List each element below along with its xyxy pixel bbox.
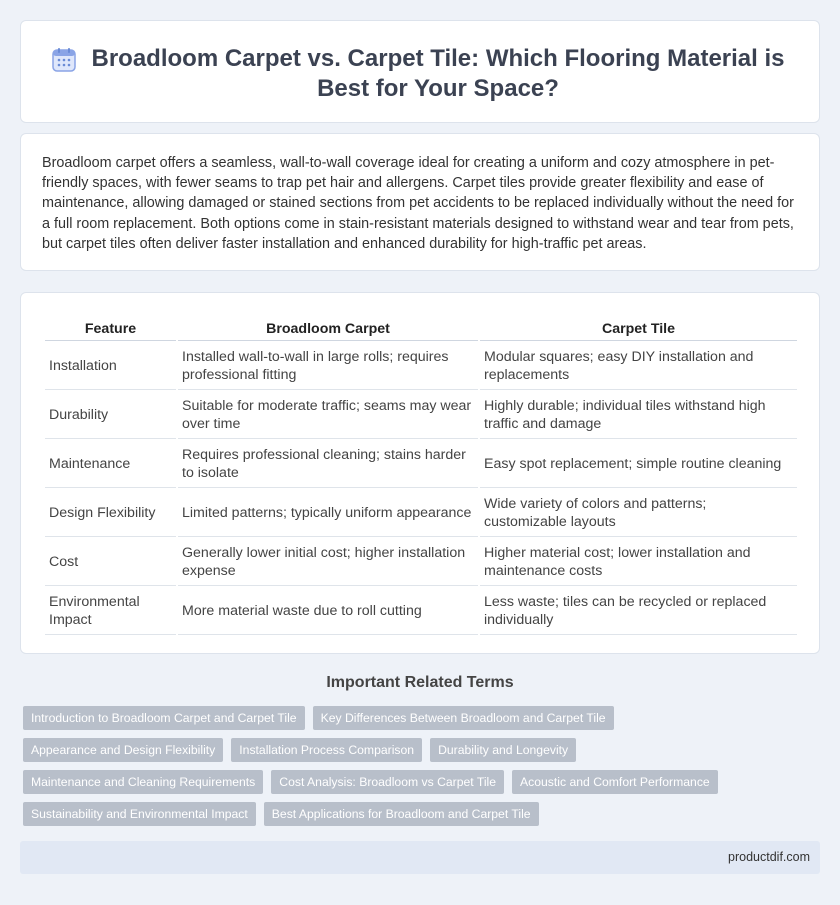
table-cell-carpet-tile: Highly durable; individual tiles withstand high traffic and damage: [480, 392, 797, 439]
column-header-carpet-tile: Carpet Tile: [480, 317, 797, 341]
table-cell-broadloom: Suitable for moderate traffic; seams may wear over time: [178, 392, 478, 439]
table-row: [45, 392, 797, 439]
table-cell-carpet-tile: Wide variety of colors and patterns; customizable layouts: [480, 490, 797, 537]
intro-paragraph: Broadloom carpet offers a seamless, wall-to-wall coverage ideal for creating a uniform and cozy atmosphere in pet-friendly spaces, with fewer seams to trap pet hair and allergens. Carpet tiles provide greater flexibility and ease of maintenance, allowing damaged or stained sections from pet accidents to be replaced individually without the need for a full room replacement. Both options come in stain-resistant materials designed to withstand wear and tear from pets, but carpet tiles often deliver faster installation and enhanced durability for high-traffic pet areas.: [42, 155, 794, 252]
footer-site-name: productdif.com: [728, 850, 810, 864]
related-term-link[interactable]: Sustainability and Environmental Impact: [23, 802, 256, 826]
table-cell-feature: Maintenance: [45, 441, 176, 488]
calendar-icon: [51, 47, 77, 73]
related-terms-list: [23, 706, 813, 826]
table-row: [45, 588, 797, 635]
table-cell-feature: Installation: [45, 343, 176, 390]
table-row: [45, 441, 797, 488]
table-cell-feature: Design Flexibility: [45, 490, 176, 537]
table-cell-broadloom: Limited patterns; typically uniform appearance: [178, 490, 478, 537]
table-cell-carpet-tile: Less waste; tiles can be recycled or replaced individually: [480, 588, 797, 635]
table-cell-broadloom: More material waste due to roll cutting: [178, 588, 478, 635]
table-row: [45, 343, 797, 390]
related-term-link[interactable]: Best Applications for Broadloom and Carpet Tile: [264, 802, 539, 826]
table-cell-broadloom: Requires professional cleaning; stains harder to isolate: [178, 441, 478, 488]
related-term-link[interactable]: Durability and Longevity: [430, 738, 576, 762]
column-header-broadloom: Broadloom Carpet: [178, 317, 478, 341]
related-term-link[interactable]: Key Differences Between Broadloom and Carpet Tile: [313, 706, 614, 730]
comparison-table: [43, 315, 799, 637]
related-term-link[interactable]: Appearance and Design Flexibility: [23, 738, 223, 762]
table-cell-broadloom: Generally lower initial cost; higher installation expense: [178, 539, 478, 586]
intro-card: [20, 133, 820, 271]
table-cell-carpet-tile: Higher material cost; lower installation and maintenance costs: [480, 539, 797, 586]
table-cell-feature: Environmental Impact: [45, 588, 176, 635]
table-header-row: [45, 317, 797, 341]
table-row: [45, 490, 797, 537]
table-cell-carpet-tile: Easy spot replacement; simple routine cleaning: [480, 441, 797, 488]
related-term-link[interactable]: Introduction to Broadloom Carpet and Carpet Tile: [23, 706, 305, 730]
comparison-table-card: [20, 292, 820, 654]
related-terms-title: Important Related Terms: [326, 674, 514, 691]
related-term-link[interactable]: Cost Analysis: Broadloom vs Carpet Tile: [271, 770, 504, 794]
table-row: [45, 539, 797, 586]
related-term-link[interactable]: Installation Process Comparison: [231, 738, 422, 762]
related-term-link[interactable]: Acoustic and Comfort Performance: [512, 770, 718, 794]
table-cell-broadloom: Installed wall-to-wall in large rolls; requires professional fitting: [178, 343, 478, 390]
related-term-link[interactable]: Maintenance and Cleaning Requirements: [23, 770, 263, 794]
table-cell-feature: Durability: [45, 392, 176, 439]
column-header-feature: Feature: [45, 317, 176, 341]
table-cell-feature: Cost: [45, 539, 176, 586]
footer-bar: [20, 841, 820, 874]
page-title: Broadloom Carpet vs. Carpet Tile: Which Flooring Material is Best for Your Space?: [91, 45, 785, 102]
header-card: [20, 20, 820, 123]
table-cell-carpet-tile: Modular squares; easy DIY installation and replacements: [480, 343, 797, 390]
